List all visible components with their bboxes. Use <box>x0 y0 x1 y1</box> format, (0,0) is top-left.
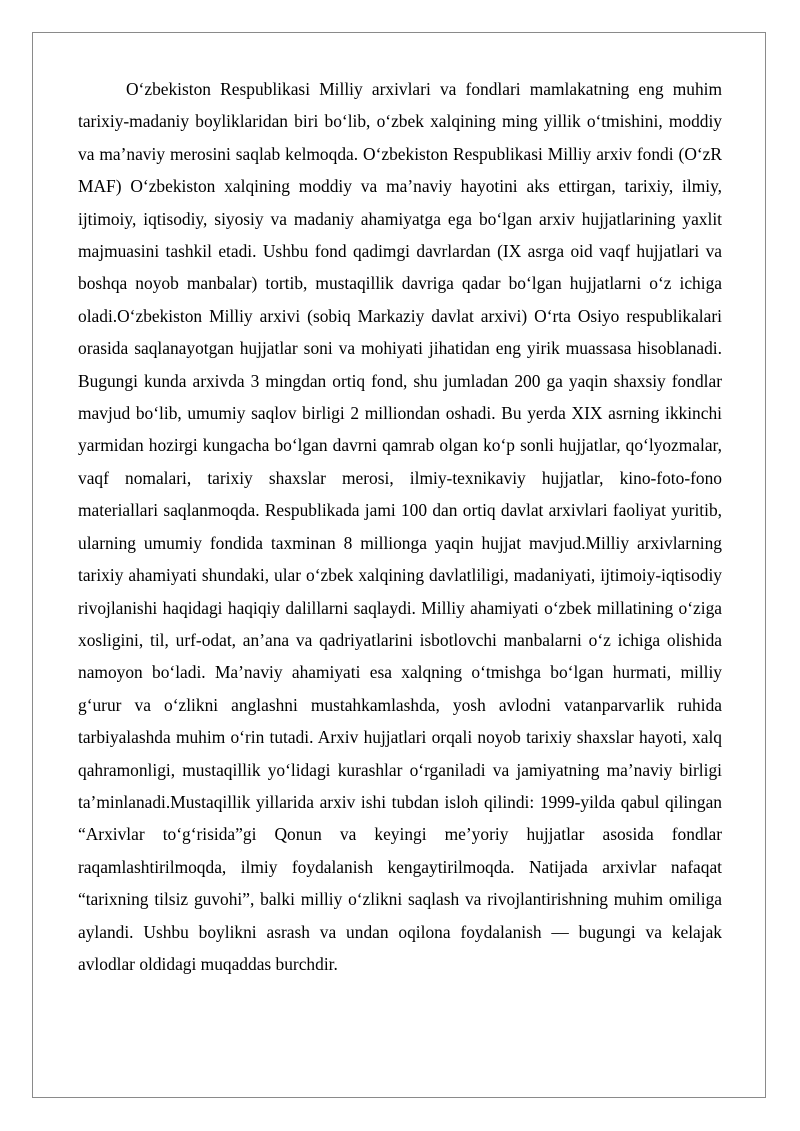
body-paragraph: O‘zbekiston Respublikasi Milliy arxivlari va fondlari mamlakatning eng muhim tarixiy-madaniy boyliklaridan biri bo‘lib, o‘zbek xalqining ming yillik o‘tmishini, moddiy va ma’naviy merosini saqlab kelmoqda. O‘zbekiston Respublikasi Milliy arxiv fondi (O‘zR MAF) O‘zbekiston xalqining moddiy va ma’naviy hayotini aks ettirgan, tarixiy, ilmiy, ijtimoiy, iqtisodiy, siyosiy va madaniy ahamiyatga ega bo‘lgan arxiv hujjatlarining yaxlit majmuasini tashkil etadi. Ushbu fond qadimgi davrlardan (IX asrga oid vaqf hujjatlari va boshqa noyob manbalar) tortib, mustaqillik davriga qadar bo‘lgan hujjatlarni o‘z ichiga oladi.O‘zbekiston Milliy arxivi (sobiq Markaziy davlat arxivi) O‘rta Osiyo respublikalari orasida saqlanayotgan hujjatlar soni va mohiyati jihatidan eng yirik muassasa hisoblanadi. Bugungi kunda arxivda 3 mingdan ortiq fond, shu jumladan 200 ga yaqin shaxsiy fondlar mavjud bo‘lib, umumiy saqlov birligi 2 milliondan oshadi. Bu yerda XIX asrning ikkinchi yarmidan hozirgi kungacha bo‘lgan davrni qamrab olgan ko‘p sonli hujjatlar, qo‘lyozmalar, vaqf nomalari, tarixiy shaxslar merosi, ilmiy-texnikaviy hujjatlar, kino-foto-fono materiallari saqlanmoqda. Respublikada jami 100 dan ortiq davlat arxivlari faoliyat yuritib, ularning umumiy fondida taxminan 8 millionga yaqin hujjat mavjud.Milliy arxivlarning tarixiy ahamiyati shundaki, ular o‘zbek xalqining davlatliligi, madaniyati, ijtimoiy-iqtisodiy rivojlanishi haqidagi haqiqiy dalillarni saqlaydi. Milliy ahamiyati o‘zbek millatining o‘ziga xosligini, til, urf-odat, an’ana va qadriyatlarini isbotlovchi manbalarni o‘z ichiga olishida namoyon bo‘ladi. Ma’naviy ahamiyati esa xalqning o‘tmishga bo‘lgan hurmati, milliy g‘urur va o‘zlikni anglashni mustahkamlashda, yosh avlodni vatanparvarlik ruhida tarbiyalashda muhim o‘rin tutadi. Arxiv hujjatlari orqali noyob tarixiy shaxslar hayoti, xalq qahramonligi, mustaqillik yo‘lidagi kurashlar o‘rganiladi va jamiyatning ma’naviy birligi ta’minlanadi.Mustaqillik yillarida arxiv ishi tubdan isloh qilindi: 1999-yilda qabul qilingan “Arxivlar to‘g‘risida”gi Qonun va keyingi me’yoriy hujjatlar asosida fondlar raqamlashtirilmoqda, ilmiy foydalanish kengaytirilmoqda. Natijada arxivlar nafaqat “tarixning tilsiz guvohi”, balki milliy o‘zlikni saqlash va rivojlantirishning muhim omiliga aylandi. Ushbu boylikni asrash va undan oqilona foydalanish — bugungi va kelajak avlodlar oldidagi muqaddas burchdir. <box>78 79 722 974</box>
